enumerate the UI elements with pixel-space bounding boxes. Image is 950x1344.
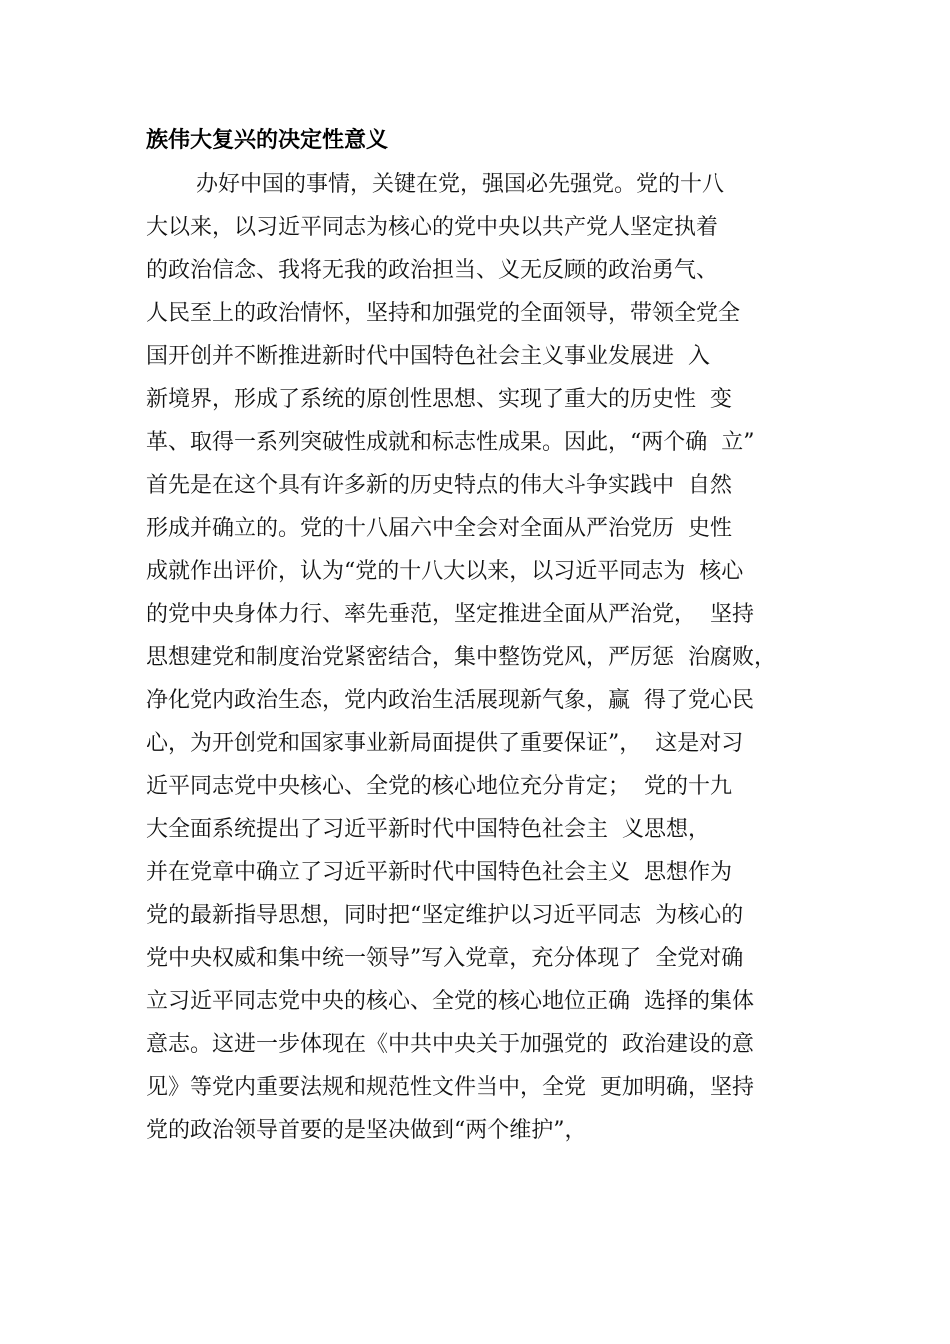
text-line: 净化党内政治生态，党内政治生活展现新气象，赢 得了党心民 xyxy=(146,688,754,713)
text-line: 办好中国的事情，关键在党，强国必先强党。党的十八 xyxy=(196,172,725,197)
text-line: 形成并确立的。党的十八届六中全会对全面从严治党历 史性 xyxy=(146,516,732,541)
text-line: 国开创并不断推进新时代中国特色社会主义事业发展进 入 xyxy=(146,344,710,369)
text-line: 新境界，形成了系统的原创性思想、实现了重大的历史性 变 xyxy=(146,387,732,412)
text-line: 见》等党内重要法规和规范性文件当中，全党 更加明确，坚持 xyxy=(146,1075,754,1100)
text-line: 党的政治领导首要的是坚决做到“两个维护”， xyxy=(146,1118,587,1143)
text-line: 大全面系统提出了习近平新时代中国特色社会主 义思想， xyxy=(146,817,710,842)
text-line: 并在党章中确立了习近平新时代中国特色社会主义 思想作为 xyxy=(146,860,732,885)
text-line: 人民至上的政治情怀，坚持和加强党的全面领导，带领全党全 xyxy=(146,301,741,326)
text-line: 立习近平同志党中央的核心、全党的核心地位正确 选择的集体 xyxy=(146,989,754,1014)
body-text xyxy=(146,163,846,1152)
text-line: 的党中央身体力行、率先垂范，坚定推进全面从严治党， 坚持 xyxy=(146,602,754,627)
text-line: 心，为开创党和国家事业新局面提供了重要保证”， 这是对习 xyxy=(146,731,744,756)
text-line: 党的最新指导思想，同时把“坚定维护以习近平同志 为核心的 xyxy=(146,903,744,928)
text-line: 大以来，以习近平同志为核心的党中央以共产党人坚定执着 xyxy=(146,215,719,240)
text-line: 党中央权威和集中统一领导”写入党章，充分体现了 全党对确 xyxy=(146,946,744,971)
text-line: 首先是在这个具有许多新的历史特点的伟大斗争实践中 自然 xyxy=(146,473,732,498)
text-line: 意志。这进一步体现在《中共中央关于加强党的 政治建设的意 xyxy=(146,1032,754,1057)
text-line: 思想建党和制度治党紧密结合，集中整饬党风，严厉惩 治腐败， xyxy=(146,645,776,670)
section-heading: 族伟大复兴的决定性意义 xyxy=(146,128,389,153)
text-line: 成就作出评价，认为“党的十八大以来，以习近平同志为 核心 xyxy=(146,559,744,584)
text-line: 的政治信念、我将无我的政治担当、义无反顾的政治勇气、 xyxy=(146,258,719,283)
text-line: 革、取得一系列突破性成就和标志性成果。因此，“两个确 立” xyxy=(146,430,755,455)
text-line: 近平同志党中央核心、全党的核心地位充分肯定； 党的十九 xyxy=(146,774,732,799)
